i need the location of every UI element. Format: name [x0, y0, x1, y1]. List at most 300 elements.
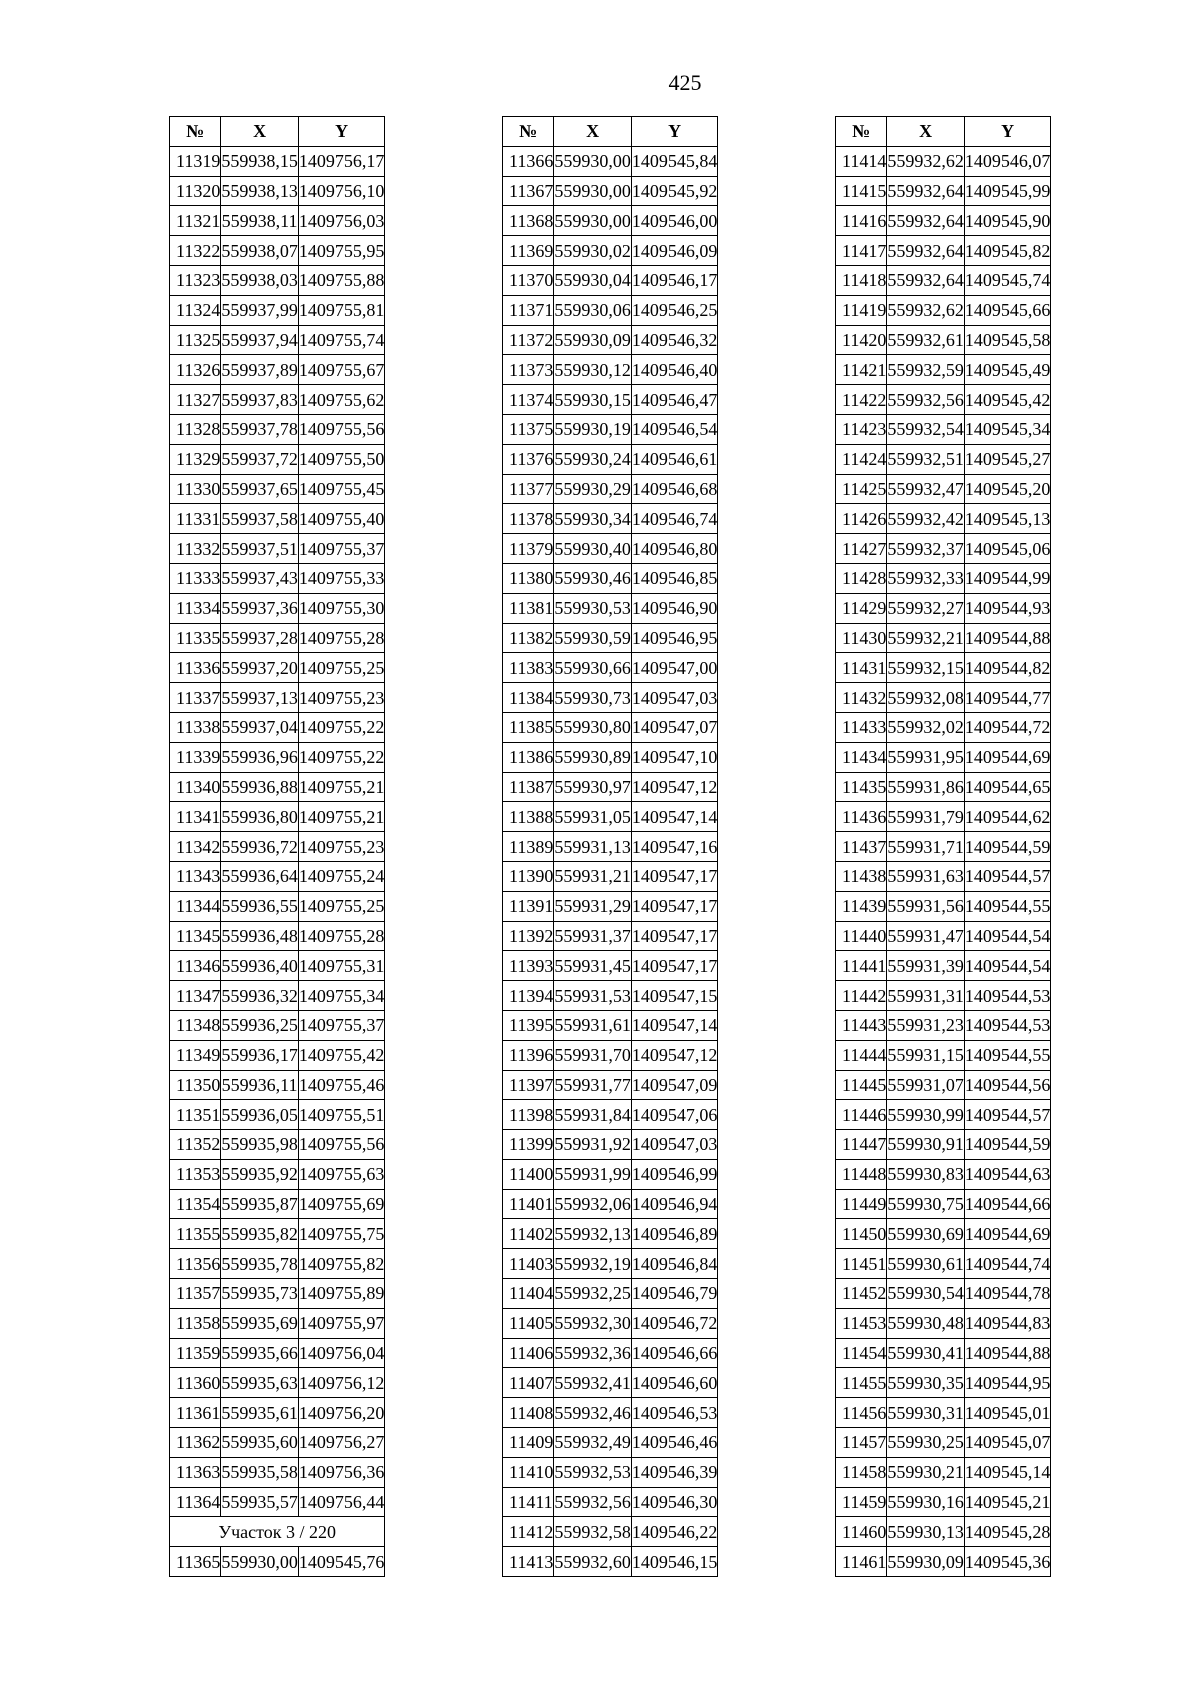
y-coordinate-cell: 1409756,12	[298, 1368, 385, 1398]
y-coordinate-cell: 1409547,16	[631, 832, 718, 862]
y-coordinate-cell: 1409755,56	[298, 414, 385, 444]
point-number-cell: 11400	[503, 1159, 554, 1189]
point-number-cell: 11413	[503, 1547, 554, 1577]
y-coordinate-cell: 1409546,54	[631, 414, 718, 444]
table-row	[170, 1010, 385, 1040]
x-coordinate-cell: 559930,34	[554, 504, 632, 534]
point-number-cell: 11351	[170, 1100, 221, 1130]
y-coordinate-cell: 1409546,09	[631, 236, 718, 266]
x-coordinate-cell: 559932,27	[887, 593, 965, 623]
y-coordinate-cell: 1409545,42	[964, 385, 1051, 415]
y-coordinate-cell: 1409546,17	[631, 265, 718, 295]
point-number-cell: 11411	[503, 1487, 554, 1517]
point-number-cell: 11330	[170, 474, 221, 504]
table-row	[170, 444, 385, 474]
table-row	[503, 891, 718, 921]
y-coordinate-cell: 1409547,17	[631, 861, 718, 891]
table-row	[503, 1398, 718, 1428]
x-coordinate-cell: 559930,83	[887, 1159, 965, 1189]
x-coordinate-cell: 559932,33	[887, 563, 965, 593]
point-number-cell: 11449	[836, 1189, 887, 1219]
table-row	[836, 1487, 1051, 1517]
y-coordinate-cell: 1409756,36	[298, 1457, 385, 1487]
point-number-cell: 11426	[836, 504, 887, 534]
point-number-cell: 11340	[170, 772, 221, 802]
table-row	[836, 1249, 1051, 1279]
y-coordinate-cell: 1409755,63	[298, 1159, 385, 1189]
table-row	[836, 772, 1051, 802]
x-coordinate-cell: 559932,21	[887, 623, 965, 653]
header-x: X	[554, 117, 632, 147]
table-row	[503, 1338, 718, 1368]
x-coordinate-cell: 559932,36	[554, 1338, 632, 1368]
table-row	[170, 1070, 385, 1100]
point-number-cell: 11446	[836, 1100, 887, 1130]
x-coordinate-cell: 559935,92	[221, 1159, 299, 1189]
table-row	[836, 534, 1051, 564]
x-coordinate-cell: 559937,58	[221, 504, 299, 534]
table-row	[170, 683, 385, 713]
y-coordinate-cell: 1409544,77	[964, 683, 1051, 713]
y-coordinate-cell: 1409756,20	[298, 1398, 385, 1428]
point-number-cell: 11447	[836, 1130, 887, 1160]
header-number: №	[170, 117, 221, 147]
point-number-cell: 11405	[503, 1308, 554, 1338]
point-number-cell: 11350	[170, 1070, 221, 1100]
point-number-cell: 11425	[836, 474, 887, 504]
table-row	[170, 1189, 385, 1219]
point-number-cell: 11460	[836, 1517, 887, 1547]
x-coordinate-cell: 559930,19	[554, 414, 632, 444]
y-coordinate-cell: 1409755,33	[298, 563, 385, 593]
point-number-cell: 11355	[170, 1219, 221, 1249]
point-number-cell: 11442	[836, 981, 887, 1011]
table-row	[836, 1368, 1051, 1398]
x-coordinate-cell: 559932,49	[554, 1428, 632, 1458]
point-number-cell: 11453	[836, 1308, 887, 1338]
table-row	[503, 861, 718, 891]
table-row	[836, 891, 1051, 921]
y-coordinate-cell: 1409545,07	[964, 1428, 1051, 1458]
table-row	[170, 832, 385, 862]
y-coordinate-cell: 1409544,53	[964, 1010, 1051, 1040]
y-coordinate-cell: 1409544,72	[964, 712, 1051, 742]
table-row	[170, 534, 385, 564]
table-row	[836, 325, 1051, 355]
point-number-cell: 11384	[503, 683, 554, 713]
x-coordinate-cell: 559930,24	[554, 444, 632, 474]
x-coordinate-cell: 559937,28	[221, 623, 299, 653]
x-coordinate-cell: 559930,59	[554, 623, 632, 653]
y-coordinate-cell: 1409755,37	[298, 1010, 385, 1040]
x-coordinate-cell: 559930,00	[554, 146, 632, 176]
x-coordinate-cell: 559936,11	[221, 1070, 299, 1100]
table-row	[170, 1398, 385, 1428]
table-row	[503, 1100, 718, 1130]
table-row	[836, 1279, 1051, 1309]
x-coordinate-cell: 559938,11	[221, 206, 299, 236]
y-coordinate-cell: 1409755,97	[298, 1308, 385, 1338]
y-coordinate-cell: 1409544,93	[964, 593, 1051, 623]
y-coordinate-cell: 1409544,57	[964, 1100, 1051, 1130]
y-coordinate-cell: 1409546,68	[631, 474, 718, 504]
point-number-cell: 11445	[836, 1070, 887, 1100]
table-row	[170, 712, 385, 742]
y-coordinate-cell: 1409545,28	[964, 1517, 1051, 1547]
y-coordinate-cell: 1409544,56	[964, 1070, 1051, 1100]
y-coordinate-cell: 1409755,62	[298, 385, 385, 415]
point-number-cell: 11343	[170, 861, 221, 891]
x-coordinate-cell: 559931,79	[887, 802, 965, 832]
x-coordinate-cell: 559931,63	[887, 861, 965, 891]
x-coordinate-cell: 559932,56	[554, 1487, 632, 1517]
table-row	[170, 265, 385, 295]
x-coordinate-cell: 559935,57	[221, 1487, 299, 1517]
table-row	[836, 236, 1051, 266]
table-row	[836, 742, 1051, 772]
point-number-cell: 11374	[503, 385, 554, 415]
x-coordinate-cell: 559932,62	[887, 146, 965, 176]
x-coordinate-cell: 559932,56	[887, 385, 965, 415]
x-coordinate-cell: 559938,13	[221, 176, 299, 206]
point-number-cell: 11328	[170, 414, 221, 444]
point-number-cell: 11376	[503, 444, 554, 474]
y-coordinate-cell: 1409546,22	[631, 1517, 718, 1547]
y-coordinate-cell: 1409544,99	[964, 563, 1051, 593]
y-coordinate-cell: 1409545,20	[964, 474, 1051, 504]
x-coordinate-cell: 559931,47	[887, 921, 965, 951]
table-row	[170, 146, 385, 176]
y-coordinate-cell: 1409755,81	[298, 295, 385, 325]
point-number-cell: 11416	[836, 206, 887, 236]
section-row	[170, 1517, 385, 1547]
y-coordinate-cell: 1409545,21	[964, 1487, 1051, 1517]
table-row	[503, 1249, 718, 1279]
section-label: Участок 3 / 220	[170, 1517, 385, 1547]
point-number-cell: 11342	[170, 832, 221, 862]
x-coordinate-cell: 559935,78	[221, 1249, 299, 1279]
x-coordinate-cell: 559931,84	[554, 1100, 632, 1130]
y-coordinate-cell: 1409544,55	[964, 891, 1051, 921]
x-coordinate-cell: 559930,73	[554, 683, 632, 713]
table-row	[170, 742, 385, 772]
y-coordinate-cell: 1409755,56	[298, 1130, 385, 1160]
point-number-cell: 11430	[836, 623, 887, 653]
y-coordinate-cell: 1409544,63	[964, 1159, 1051, 1189]
x-coordinate-cell: 559937,36	[221, 593, 299, 623]
x-coordinate-cell: 559930,69	[887, 1219, 965, 1249]
table-row	[503, 236, 718, 266]
table-row	[503, 325, 718, 355]
y-coordinate-cell: 1409547,15	[631, 981, 718, 1011]
point-number-cell: 11456	[836, 1398, 887, 1428]
table-row	[503, 742, 718, 772]
x-coordinate-cell: 559932,13	[554, 1219, 632, 1249]
table-row	[170, 325, 385, 355]
point-number-cell: 11455	[836, 1368, 887, 1398]
table-row	[836, 563, 1051, 593]
table-row	[836, 1308, 1051, 1338]
x-coordinate-cell: 559931,45	[554, 951, 632, 981]
y-coordinate-cell: 1409546,53	[631, 1398, 718, 1428]
y-coordinate-cell: 1409544,82	[964, 653, 1051, 683]
x-coordinate-cell: 559931,70	[554, 1040, 632, 1070]
table-row	[170, 1457, 385, 1487]
page-number: 425	[668, 70, 702, 95]
y-coordinate-cell: 1409544,66	[964, 1189, 1051, 1219]
y-coordinate-cell: 1409546,60	[631, 1368, 718, 1398]
x-coordinate-cell: 559935,73	[221, 1279, 299, 1309]
point-number-cell: 11338	[170, 712, 221, 742]
x-coordinate-cell: 559935,69	[221, 1308, 299, 1338]
x-coordinate-cell: 559930,16	[887, 1487, 965, 1517]
table-row	[836, 1189, 1051, 1219]
y-coordinate-cell: 1409755,22	[298, 712, 385, 742]
point-number-cell: 11404	[503, 1279, 554, 1309]
point-number-cell: 11424	[836, 444, 887, 474]
table-row	[836, 1398, 1051, 1428]
point-number-cell: 11388	[503, 802, 554, 832]
point-number-cell: 11352	[170, 1130, 221, 1160]
table-row	[503, 1010, 718, 1040]
point-number-cell: 11333	[170, 563, 221, 593]
y-coordinate-cell: 1409546,07	[964, 146, 1051, 176]
point-number-cell: 11383	[503, 653, 554, 683]
x-coordinate-cell: 559930,09	[887, 1547, 965, 1577]
point-number-cell: 11341	[170, 802, 221, 832]
point-number-cell: 11440	[836, 921, 887, 951]
x-coordinate-cell: 559931,92	[554, 1130, 632, 1160]
table-row	[170, 1159, 385, 1189]
x-coordinate-cell: 559930,48	[887, 1308, 965, 1338]
x-coordinate-cell: 559931,95	[887, 742, 965, 772]
table-row	[836, 444, 1051, 474]
point-number-cell: 11375	[503, 414, 554, 444]
table-row	[836, 474, 1051, 504]
point-number-cell: 11452	[836, 1279, 887, 1309]
x-coordinate-cell: 559936,05	[221, 1100, 299, 1130]
y-coordinate-cell: 1409544,59	[964, 832, 1051, 862]
y-coordinate-cell: 1409755,21	[298, 772, 385, 802]
table-row	[170, 504, 385, 534]
point-number-cell: 11391	[503, 891, 554, 921]
point-number-cell: 11406	[503, 1338, 554, 1368]
table-row	[836, 1219, 1051, 1249]
table-row	[503, 1189, 718, 1219]
y-coordinate-cell: 1409546,80	[631, 534, 718, 564]
table-row	[503, 683, 718, 713]
table-row	[836, 1070, 1051, 1100]
table-row	[170, 861, 385, 891]
x-coordinate-cell: 559932,54	[887, 414, 965, 444]
point-number-cell: 11335	[170, 623, 221, 653]
y-coordinate-cell: 1409546,46	[631, 1428, 718, 1458]
point-number-cell: 11419	[836, 295, 887, 325]
x-coordinate-cell: 559932,19	[554, 1249, 632, 1279]
y-coordinate-cell: 1409547,06	[631, 1100, 718, 1130]
table-row	[503, 1308, 718, 1338]
y-coordinate-cell: 1409755,23	[298, 683, 385, 713]
y-coordinate-cell: 1409545,82	[964, 236, 1051, 266]
x-coordinate-cell: 559931,13	[554, 832, 632, 862]
x-coordinate-cell: 559931,71	[887, 832, 965, 862]
table-row	[836, 712, 1051, 742]
x-coordinate-cell: 559932,61	[887, 325, 965, 355]
point-number-cell: 11420	[836, 325, 887, 355]
table-row	[503, 563, 718, 593]
table-row	[170, 1130, 385, 1160]
point-number-cell: 11397	[503, 1070, 554, 1100]
table-row	[170, 176, 385, 206]
y-coordinate-cell: 1409545,36	[964, 1547, 1051, 1577]
x-coordinate-cell: 559931,61	[554, 1010, 632, 1040]
point-number-cell: 11345	[170, 921, 221, 951]
x-coordinate-cell: 559930,80	[554, 712, 632, 742]
table-row	[170, 1040, 385, 1070]
y-coordinate-cell: 1409546,84	[631, 1249, 718, 1279]
y-coordinate-cell: 1409546,89	[631, 1219, 718, 1249]
y-coordinate-cell: 1409546,79	[631, 1279, 718, 1309]
table-row	[503, 355, 718, 385]
y-coordinate-cell: 1409547,17	[631, 951, 718, 981]
y-coordinate-cell: 1409755,37	[298, 534, 385, 564]
table-row	[170, 1308, 385, 1338]
header-x: X	[221, 117, 299, 147]
y-coordinate-cell: 1409547,03	[631, 1130, 718, 1160]
point-number-cell: 11399	[503, 1130, 554, 1160]
point-number-cell: 11393	[503, 951, 554, 981]
y-coordinate-cell: 1409544,83	[964, 1308, 1051, 1338]
x-coordinate-cell: 559937,51	[221, 534, 299, 564]
y-coordinate-cell: 1409546,66	[631, 1338, 718, 1368]
y-coordinate-cell: 1409756,27	[298, 1428, 385, 1458]
x-coordinate-cell: 559932,64	[887, 265, 965, 295]
x-coordinate-cell: 559936,40	[221, 951, 299, 981]
point-number-cell: 11410	[503, 1457, 554, 1487]
point-number-cell: 11365	[170, 1547, 221, 1577]
table-row	[503, 772, 718, 802]
y-coordinate-cell: 1409546,39	[631, 1457, 718, 1487]
point-number-cell: 11347	[170, 981, 221, 1011]
point-number-cell: 11344	[170, 891, 221, 921]
table-row	[170, 1368, 385, 1398]
y-coordinate-cell: 1409755,74	[298, 325, 385, 355]
coordinate-table-1	[169, 116, 385, 1577]
y-coordinate-cell: 1409545,27	[964, 444, 1051, 474]
x-coordinate-cell: 559930,99	[887, 1100, 965, 1130]
x-coordinate-cell: 559932,60	[554, 1547, 632, 1577]
point-number-cell: 11402	[503, 1219, 554, 1249]
point-number-cell: 11372	[503, 325, 554, 355]
y-coordinate-cell: 1409756,10	[298, 176, 385, 206]
x-coordinate-cell: 559932,46	[554, 1398, 632, 1428]
point-number-cell: 11421	[836, 355, 887, 385]
y-coordinate-cell: 1409546,40	[631, 355, 718, 385]
table-row	[170, 385, 385, 415]
x-coordinate-cell: 559932,30	[554, 1308, 632, 1338]
table-row	[503, 802, 718, 832]
table-row	[503, 504, 718, 534]
x-coordinate-cell: 559931,05	[554, 802, 632, 832]
y-coordinate-cell: 1409755,50	[298, 444, 385, 474]
point-number-cell: 11436	[836, 802, 887, 832]
x-coordinate-cell: 559932,41	[554, 1368, 632, 1398]
header-number: №	[836, 117, 887, 147]
table-row	[503, 1428, 718, 1458]
point-number-cell: 11337	[170, 683, 221, 713]
table-row	[170, 355, 385, 385]
table-row	[170, 951, 385, 981]
table-row	[170, 1219, 385, 1249]
point-number-cell: 11392	[503, 921, 554, 951]
point-number-cell: 11363	[170, 1457, 221, 1487]
y-coordinate-cell: 1409545,92	[631, 176, 718, 206]
y-coordinate-cell: 1409546,61	[631, 444, 718, 474]
y-coordinate-cell: 1409546,90	[631, 593, 718, 623]
y-coordinate-cell: 1409546,32	[631, 325, 718, 355]
x-coordinate-cell: 559930,21	[887, 1457, 965, 1487]
x-coordinate-cell: 559937,94	[221, 325, 299, 355]
x-coordinate-cell: 559937,89	[221, 355, 299, 385]
table-row	[836, 653, 1051, 683]
point-number-cell: 11461	[836, 1547, 887, 1577]
point-number-cell: 11389	[503, 832, 554, 862]
x-coordinate-cell: 559930,06	[554, 295, 632, 325]
y-coordinate-cell: 1409755,89	[298, 1279, 385, 1309]
x-coordinate-cell: 559937,43	[221, 563, 299, 593]
table-row	[170, 653, 385, 683]
point-number-cell: 11362	[170, 1428, 221, 1458]
point-number-cell: 11441	[836, 951, 887, 981]
y-coordinate-cell: 1409547,12	[631, 772, 718, 802]
point-number-cell: 11379	[503, 534, 554, 564]
y-coordinate-cell: 1409755,28	[298, 921, 385, 951]
table-row	[836, 295, 1051, 325]
table-header-row	[836, 117, 1051, 147]
table-row	[503, 1368, 718, 1398]
point-number-cell: 11387	[503, 772, 554, 802]
y-coordinate-cell: 1409755,45	[298, 474, 385, 504]
table-row	[503, 712, 718, 742]
point-number-cell: 11367	[503, 176, 554, 206]
point-number-cell: 11320	[170, 176, 221, 206]
table-row	[170, 981, 385, 1011]
table-row	[170, 236, 385, 266]
y-coordinate-cell: 1409756,17	[298, 146, 385, 176]
table-row	[836, 206, 1051, 236]
coordinate-table-2	[502, 116, 718, 1577]
x-coordinate-cell: 559930,61	[887, 1249, 965, 1279]
x-coordinate-cell: 559937,13	[221, 683, 299, 713]
table-row	[170, 921, 385, 951]
x-coordinate-cell: 559937,78	[221, 414, 299, 444]
table-row	[503, 832, 718, 862]
y-coordinate-cell: 1409755,30	[298, 593, 385, 623]
point-number-cell: 11432	[836, 683, 887, 713]
x-coordinate-cell: 559930,13	[887, 1517, 965, 1547]
y-coordinate-cell: 1409755,25	[298, 891, 385, 921]
table-row	[170, 772, 385, 802]
table-row	[503, 1279, 718, 1309]
x-coordinate-cell: 559930,00	[554, 176, 632, 206]
point-number-cell: 11334	[170, 593, 221, 623]
table-row	[503, 1159, 718, 1189]
point-number-cell: 11437	[836, 832, 887, 862]
point-number-cell: 11348	[170, 1010, 221, 1040]
point-number-cell: 11401	[503, 1189, 554, 1219]
y-coordinate-cell: 1409545,90	[964, 206, 1051, 236]
x-coordinate-cell: 559936,80	[221, 802, 299, 832]
